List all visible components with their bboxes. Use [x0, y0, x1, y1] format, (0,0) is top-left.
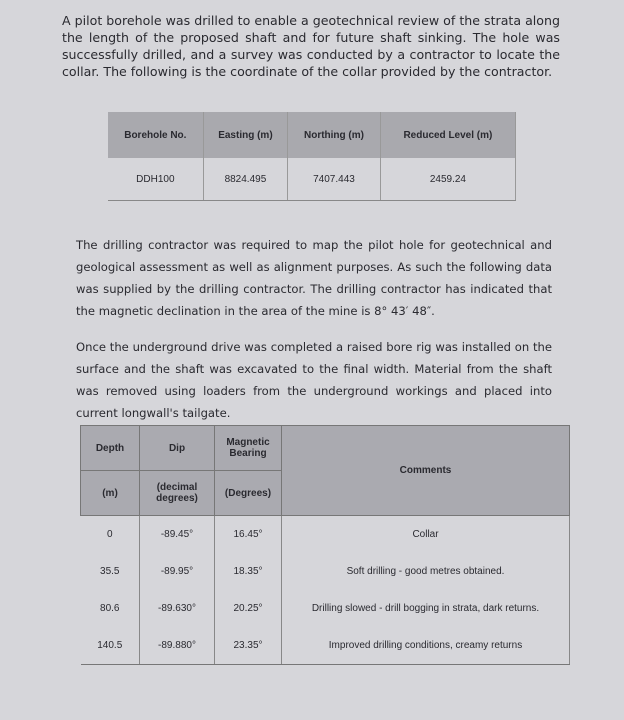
header-depth-unit: (m): [81, 471, 140, 516]
cell: 8824.495: [203, 158, 287, 201]
cell: 16.45°: [215, 516, 282, 554]
cell: Collar: [282, 516, 570, 554]
header-dip-unit: (decimal degrees): [140, 471, 215, 516]
header-bearing-unit: (Degrees): [215, 471, 282, 516]
cell: 18.35°: [215, 553, 282, 590]
header-easting: Easting (m): [203, 112, 287, 158]
table-row: [81, 516, 570, 554]
cell: -89.95°: [140, 553, 215, 590]
header-bearing: Magnetic Bearing: [215, 426, 282, 471]
header-depth: Depth: [81, 426, 140, 471]
paragraph-drilling: The drilling contractor was required to map the pilot hole for geotechnical and geological assessment as well as alignment purposes. As such the following data was supplied by the drilling contractor. The drilling contractor has indicated that the magnetic declination in the area of the mine is 8° 43′ 48″.: [76, 238, 552, 318]
cell: 0: [81, 516, 140, 554]
cell: 7407.443: [288, 158, 381, 201]
cell: Soft drilling - good metres obtained.: [282, 553, 570, 590]
header-rl: Reduced Level (m): [380, 112, 515, 158]
table-row: [81, 590, 570, 627]
cell: 2459.24: [380, 158, 515, 201]
intro-paragraph: A pilot borehole was drilled to enable a geotechnical review of the strata along the length of the proposed shaft and for future shaft sinking. The hole was successfully drilled, and a survey was conducted by a contractor to locate the collar. The following is the coordinate of the collar provided by the contractor.: [62, 13, 560, 79]
header-borehole: Borehole No.: [108, 112, 203, 158]
paragraph-shaft: Once the underground drive was completed a raised bore rig was installed on the surface and the shaft was excavated to the final width. Material from the shaft was removed using loaders from the underground workings and placed into current longwall's tailgate.: [76, 340, 552, 420]
survey-table: [80, 425, 570, 665]
header-dip: Dip: [140, 426, 215, 471]
cell: 20.25°: [215, 590, 282, 627]
table-row: [81, 627, 570, 665]
table-row: [108, 158, 516, 201]
header-comments: Comments: [282, 426, 570, 516]
cell: 35.5: [81, 553, 140, 590]
cell: 80.6: [81, 590, 140, 627]
cell: 23.35°: [215, 627, 282, 665]
collar-table: [108, 112, 516, 201]
cell: Drilling slowed - drill bogging in strata, dark returns.: [282, 590, 570, 627]
header-northing: Northing (m): [288, 112, 381, 158]
cell: DDH100: [108, 158, 203, 201]
cell: -89.880°: [140, 627, 215, 665]
cell: 140.5: [81, 627, 140, 665]
cell: Improved drilling conditions, creamy returns: [282, 627, 570, 665]
table-row: [81, 553, 570, 590]
cell: -89.630°: [140, 590, 215, 627]
cell: -89.45°: [140, 516, 215, 554]
